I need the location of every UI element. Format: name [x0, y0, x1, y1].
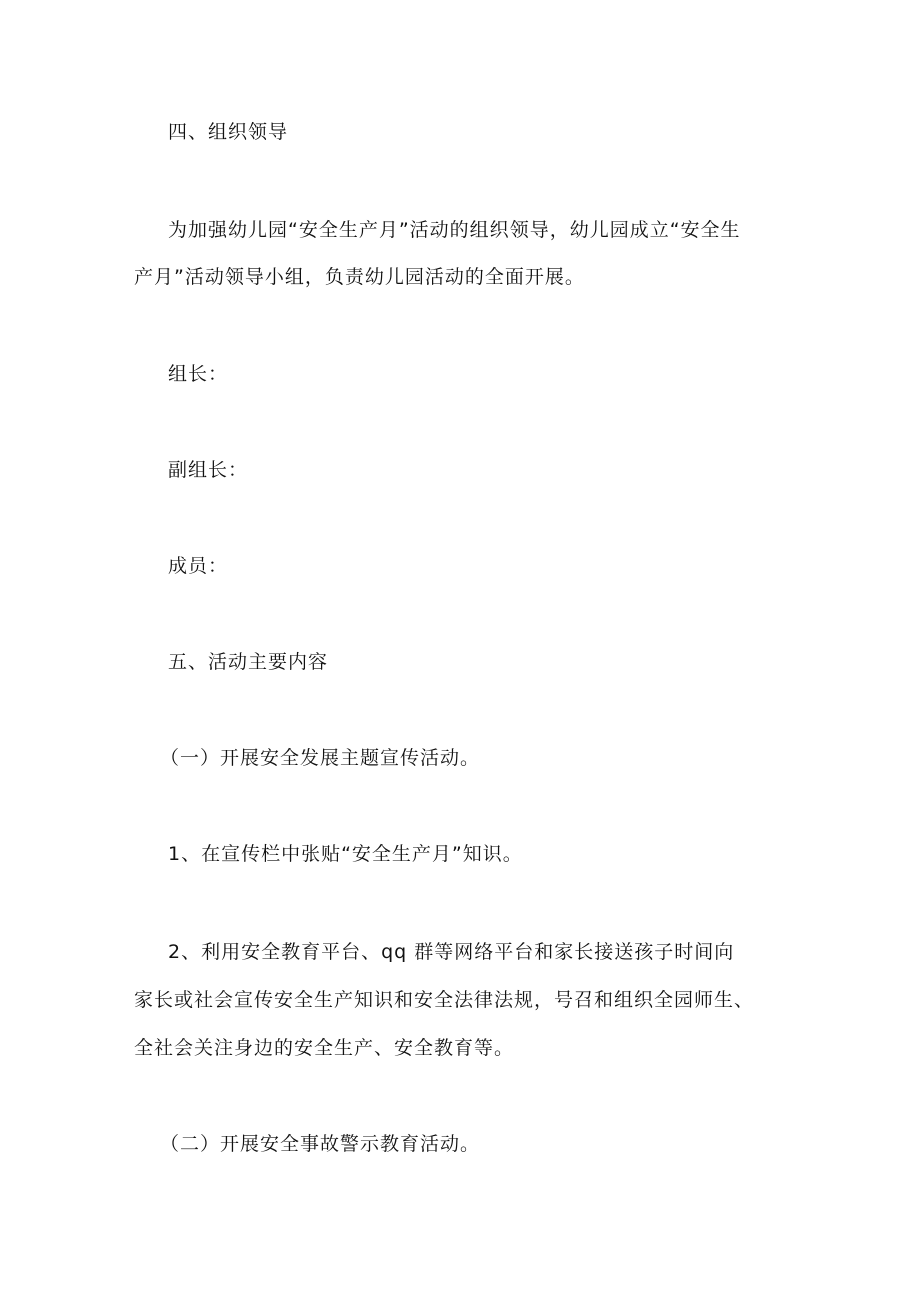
members-label: 成员：	[168, 555, 229, 577]
section-heading-organization: 四、组织领导	[168, 121, 289, 143]
paragraph-line: 为加强幼儿园“安全生产月”活动的组织领导，幼儿园成立“安全生	[168, 219, 741, 241]
list-item: 1、在宣传栏中张贴“安全生产月”知识。	[168, 843, 523, 865]
leader-label: 组长：	[168, 363, 229, 385]
paragraph-line: 全社会关注身边的安全生产、安全教育等。	[134, 1037, 515, 1059]
list-item: 2、利用安全教育平台、qq 群等网络平台和家长接送孩子时间向	[168, 941, 735, 963]
subsection-heading: （一）开展安全发展主题宣传活动。	[160, 747, 481, 769]
subsection-heading: （二）开展安全事故警示教育活动。	[160, 1133, 481, 1155]
vice-leader-label: 副组长：	[168, 459, 249, 481]
paragraph-line: 产月”活动领导小组，负责幼儿园活动的全面开展。	[134, 266, 585, 288]
section-heading-content: 五、活动主要内容	[168, 651, 329, 673]
paragraph-line: 家长或社会宣传安全生产知识和安全法律法规，号召和组织全园师生、	[134, 989, 755, 1011]
